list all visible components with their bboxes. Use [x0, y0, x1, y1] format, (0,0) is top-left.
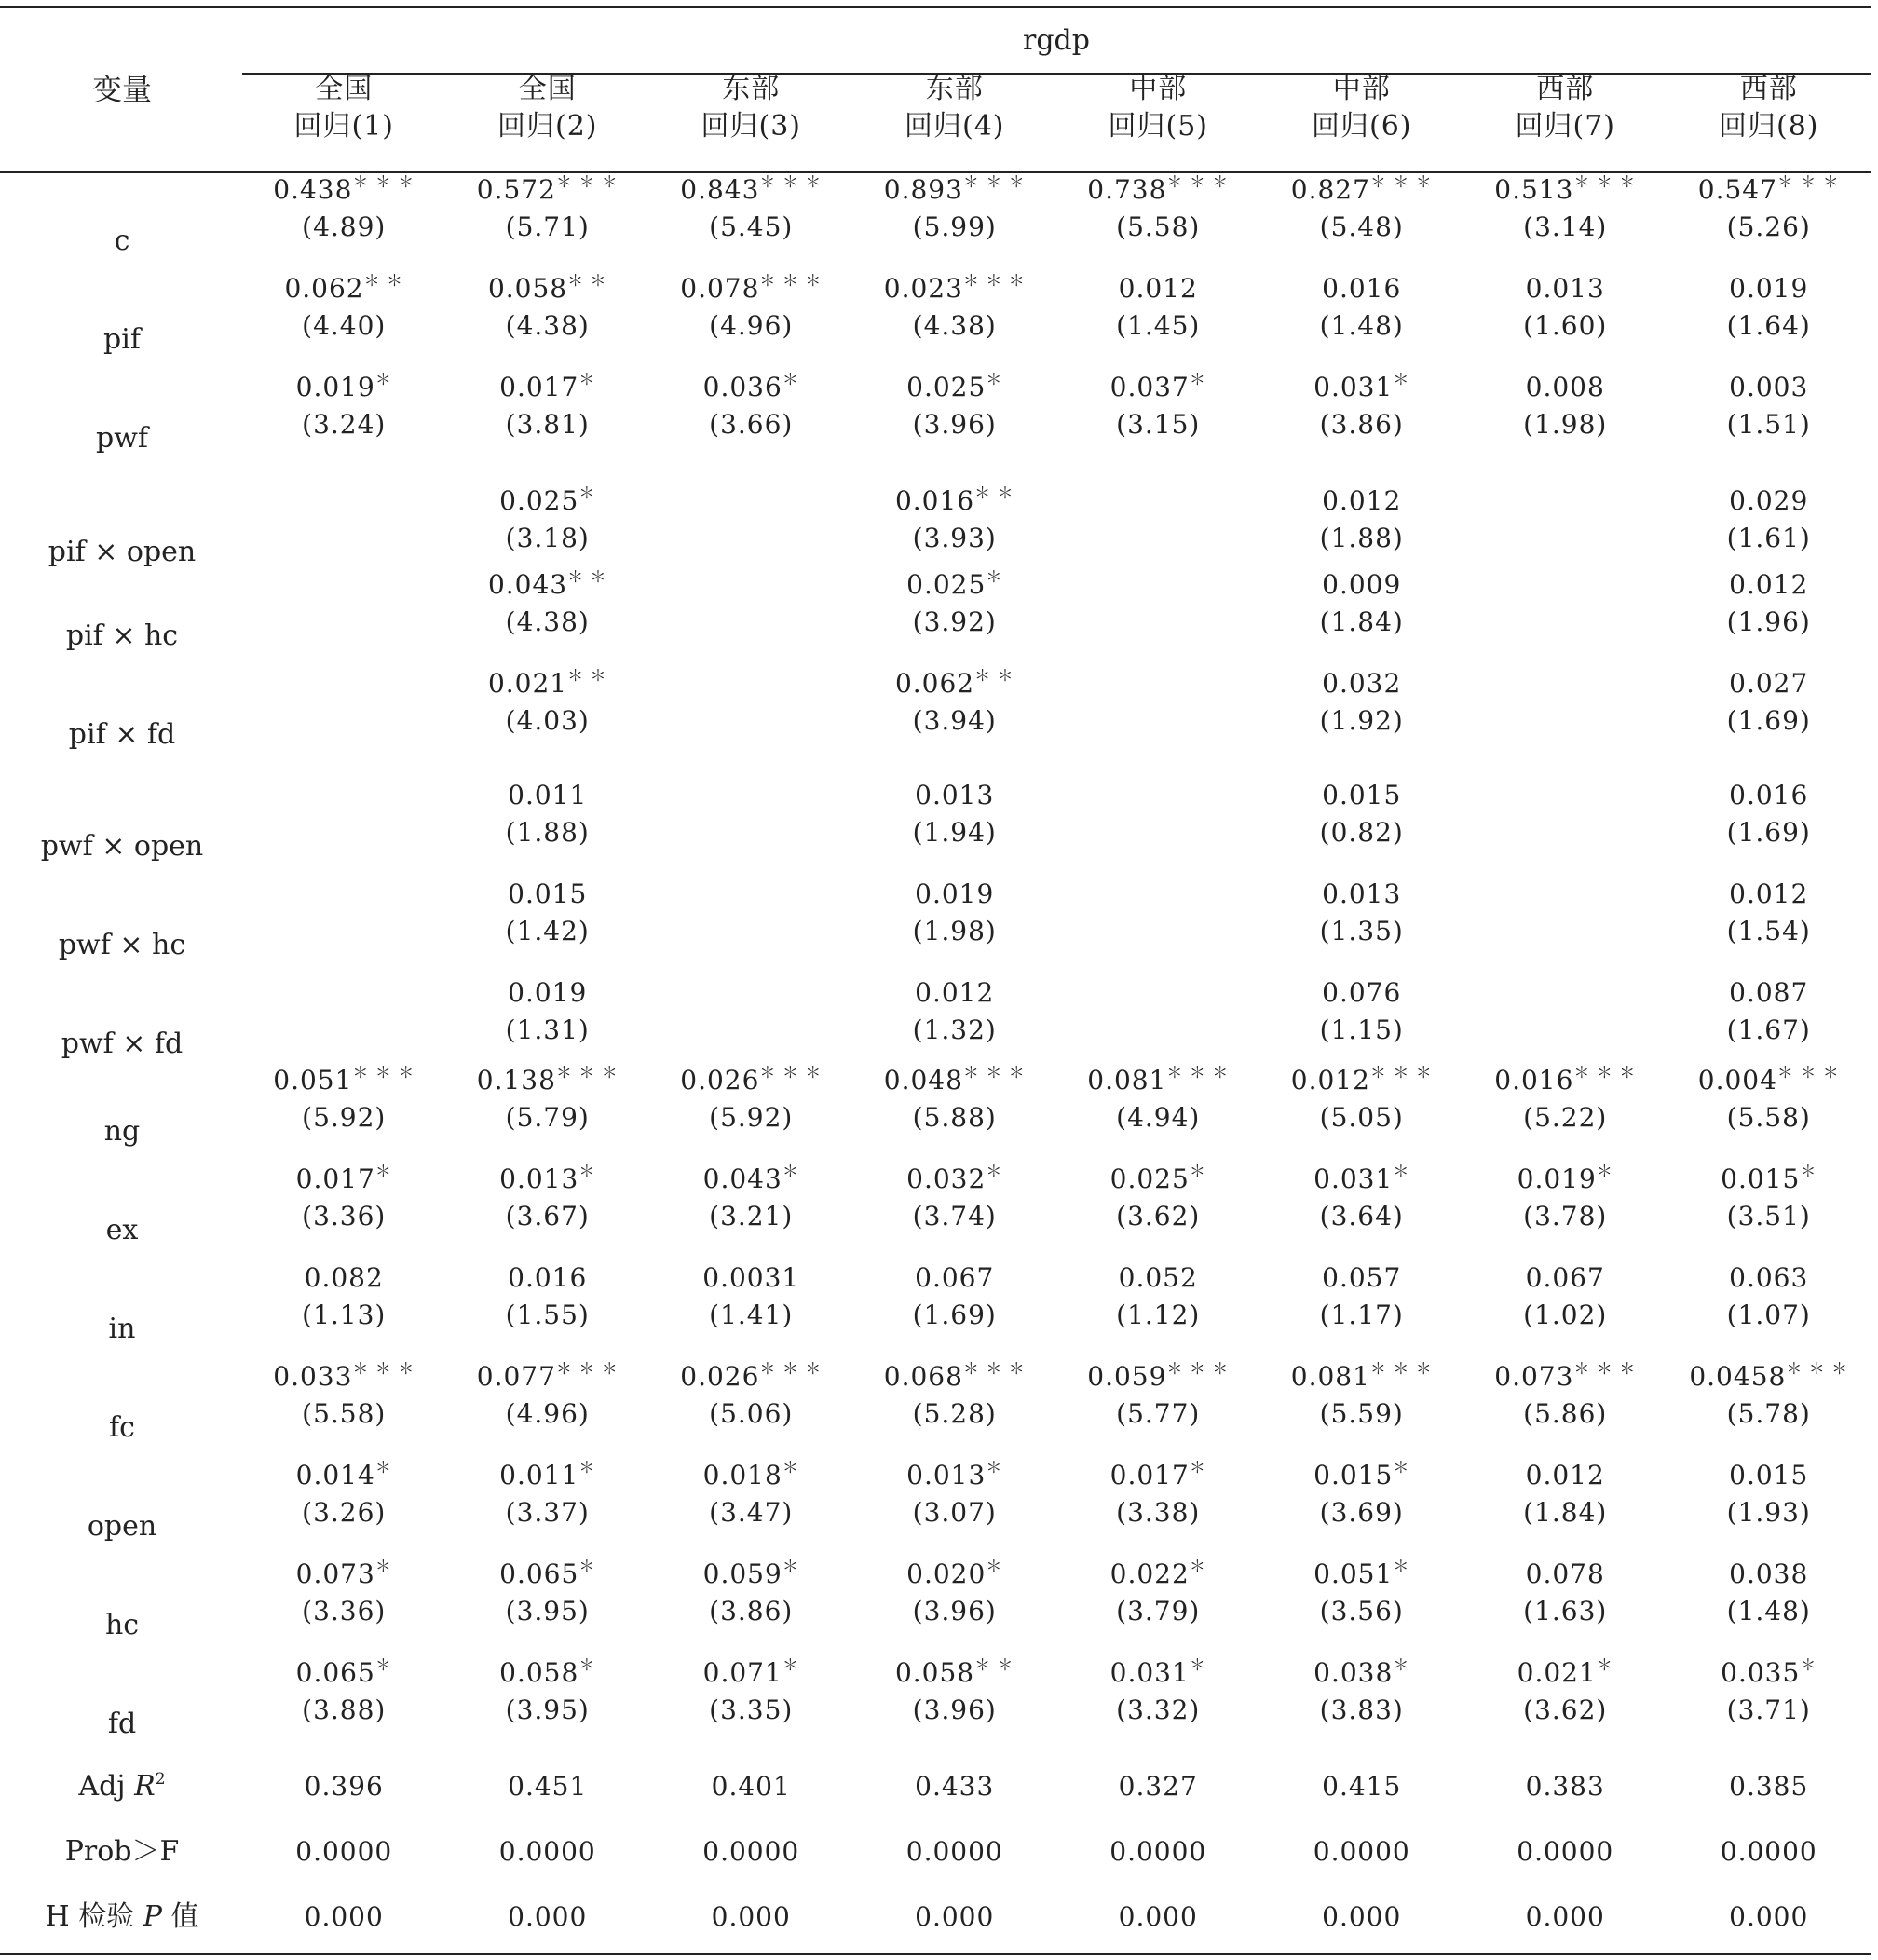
coefficient: 0.003: [1729, 372, 1809, 402]
t-statistic: (3.36): [302, 1596, 387, 1627]
coefficient: 0.025＊: [906, 371, 1003, 402]
stat-value: 0.000: [1322, 1901, 1402, 1932]
coefficient: 0.008: [1525, 372, 1605, 402]
t-statistic: (3.62): [1116, 1201, 1201, 1232]
stat-value: 0.0000: [1109, 1836, 1207, 1867]
coefficient: 0.027: [1729, 668, 1809, 699]
t-statistic: (1.41): [709, 1300, 794, 1330]
coefficient: 0.065＊: [499, 1558, 596, 1589]
column-model-label: 回归(2): [497, 110, 598, 143]
coefficient: 0.012: [1729, 878, 1809, 909]
dependent-variable-header: rgdp: [1023, 24, 1090, 57]
t-statistic: (1.93): [1726, 1497, 1811, 1528]
t-statistic: (5.48): [1319, 211, 1404, 242]
coefficient: 0.073＊ ＊ ＊: [1494, 1360, 1637, 1392]
coefficient: 0.032＊: [906, 1163, 1003, 1194]
coefficient: 0.011: [508, 780, 588, 810]
coefficient: 0.029: [1729, 485, 1809, 516]
coefficient: 0.015: [1729, 1460, 1809, 1490]
coefficient: 0.438＊ ＊ ＊: [273, 173, 415, 205]
t-statistic: (3.67): [505, 1201, 590, 1232]
coefficient: 0.019: [508, 977, 588, 1008]
stat-value: 0.327: [1118, 1771, 1198, 1802]
top-rule: [0, 6, 1871, 8]
coefficient: 0.009: [1322, 569, 1402, 600]
t-statistic: (1.35): [1319, 916, 1404, 946]
coefficient: 0.063: [1729, 1262, 1809, 1293]
variable-label: open: [87, 1510, 157, 1543]
coefficient: 0.017＊: [499, 371, 596, 402]
coefficient: 0.037＊: [1109, 371, 1206, 402]
coefficient: 0.019＊: [1517, 1163, 1613, 1194]
t-statistic: (1.61): [1726, 523, 1811, 553]
t-statistic: (3.79): [1116, 1596, 1201, 1627]
t-statistic: (5.77): [1116, 1398, 1201, 1429]
coefficient: 0.081＊ ＊ ＊: [1087, 1064, 1230, 1096]
stat-value: 0.451: [508, 1771, 588, 1802]
t-statistic: (5.86): [1523, 1398, 1608, 1429]
t-statistic: (1.84): [1319, 606, 1404, 637]
t-statistic: (4.38): [505, 310, 590, 341]
t-statistic: (3.26): [302, 1497, 387, 1528]
coefficient: 0.547＊ ＊ ＊: [1697, 173, 1840, 205]
stat-value: 0.385: [1729, 1771, 1809, 1802]
t-statistic: (3.66): [709, 409, 794, 440]
coefficient: 0.081＊ ＊ ＊: [1290, 1360, 1433, 1392]
coefficient: 0.031＊: [1313, 371, 1410, 402]
t-statistic: (1.64): [1726, 310, 1811, 341]
t-statistic: (5.58): [302, 1398, 387, 1429]
coefficient: 0.019＊: [295, 371, 392, 402]
coefficient: 0.062＊ ＊: [284, 272, 404, 304]
coefficient: 0.016＊ ＊: [894, 484, 1014, 516]
coefficient: 0.014＊: [295, 1459, 392, 1490]
coefficient: 0.067: [1525, 1262, 1605, 1293]
column-model-label: 回归(4): [905, 110, 1005, 143]
stat-value: 0.0000: [295, 1836, 393, 1867]
t-statistic: (3.95): [505, 1596, 590, 1627]
t-statistic: (3.14): [1523, 211, 1608, 242]
t-statistic: (5.78): [1726, 1398, 1811, 1429]
coefficient: 0.893＊ ＊ ＊: [883, 173, 1026, 205]
coefficient: 0.015: [1322, 780, 1402, 810]
stat-value: 0.000: [508, 1901, 588, 1932]
coefficient: 0.013: [1322, 878, 1402, 909]
coefficient: 0.021＊ ＊: [487, 667, 607, 699]
t-statistic: (1.88): [505, 817, 590, 848]
coefficient: 0.067: [915, 1262, 995, 1293]
t-statistic: (3.95): [505, 1695, 590, 1725]
t-statistic: (3.96): [912, 1695, 997, 1725]
coefficient: 0.020＊: [906, 1558, 1003, 1589]
t-statistic: (3.86): [1319, 409, 1404, 440]
t-statistic: (1.45): [1116, 310, 1201, 341]
coefficient: 0.827＊ ＊ ＊: [1290, 173, 1433, 205]
t-statistic: (1.54): [1726, 916, 1811, 946]
t-statistic: (5.28): [912, 1398, 997, 1429]
t-statistic: (3.83): [1319, 1695, 1404, 1725]
coefficient: 0.0031: [702, 1262, 800, 1293]
coefficient: 0.015: [508, 878, 588, 909]
coefficient: 0.043＊: [702, 1163, 799, 1194]
bottom-rule: [0, 1953, 1871, 1955]
t-statistic: (1.69): [912, 1300, 997, 1330]
coefficient: 0.017＊: [295, 1163, 392, 1194]
t-statistic: (3.93): [912, 523, 997, 553]
coefficient: 0.071＊: [702, 1656, 799, 1688]
stat-value: 0.0000: [1313, 1836, 1410, 1867]
coefficient: 0.023＊ ＊ ＊: [883, 272, 1026, 304]
coefficient: 0.035＊: [1721, 1656, 1817, 1688]
column-model-label: 回归(8): [1719, 110, 1819, 143]
coefficient: 0.078＊ ＊ ＊: [680, 272, 823, 304]
coefficient: 0.022＊: [1109, 1558, 1206, 1589]
column-model-label: 回归(3): [701, 110, 801, 143]
column-region-label: 全国: [315, 73, 374, 105]
coefficient: 0.012: [915, 977, 995, 1008]
variable-label: pif × hc: [65, 619, 179, 652]
coefficient: 0.013: [915, 780, 995, 810]
coefficient: 0.031＊: [1313, 1163, 1410, 1194]
t-statistic: (4.03): [505, 705, 590, 736]
t-statistic: (1.31): [505, 1014, 590, 1045]
t-statistic: (1.94): [912, 817, 997, 848]
t-statistic: (3.38): [1116, 1497, 1201, 1528]
t-statistic: (1.69): [1726, 817, 1811, 848]
stat-value: 0.0000: [702, 1836, 800, 1867]
t-statistic: (3.78): [1523, 1201, 1608, 1232]
coefficient: 0.012: [1729, 569, 1809, 600]
stat-label: H 检验 P 值: [45, 1900, 199, 1933]
t-statistic: (1.32): [912, 1014, 997, 1045]
variable-label: pif × fd: [68, 718, 176, 751]
t-statistic: (1.17): [1319, 1300, 1404, 1330]
t-statistic: (4.38): [505, 606, 590, 637]
coefficient: 0.036＊: [702, 371, 799, 402]
coefficient: 0.025＊: [906, 568, 1003, 600]
t-statistic: (1.48): [1319, 310, 1404, 341]
coefficient: 0.026＊ ＊ ＊: [680, 1360, 823, 1392]
coefficient: 0.572＊ ＊ ＊: [476, 173, 619, 205]
coefficient: 0.0458＊ ＊ ＊: [1689, 1360, 1849, 1392]
t-statistic: (3.74): [912, 1201, 997, 1232]
t-statistic: (3.18): [505, 523, 590, 553]
t-statistic: (1.98): [1523, 409, 1608, 440]
coefficient: 0.057: [1322, 1262, 1402, 1293]
t-statistic: (1.55): [505, 1300, 590, 1330]
variable-label: pwf: [96, 422, 148, 455]
column-region-label: 东部: [925, 73, 984, 105]
coefficient: 0.078: [1525, 1558, 1605, 1589]
coefficient: 0.012＊ ＊ ＊: [1290, 1064, 1433, 1096]
t-statistic: (1.02): [1523, 1300, 1608, 1330]
variable-label: pwf × hc: [58, 929, 186, 961]
t-statistic: (1.98): [912, 916, 997, 946]
t-statistic: (5.71): [505, 211, 590, 242]
t-statistic: (3.71): [1726, 1695, 1811, 1725]
coefficient: 0.004＊ ＊ ＊: [1697, 1064, 1840, 1096]
variable-label: hc: [104, 1609, 140, 1641]
stat-value: 0.000: [304, 1901, 384, 1932]
coefficient: 0.038: [1729, 1558, 1809, 1589]
coefficient: 0.062＊ ＊: [894, 667, 1014, 699]
variable-label: c: [114, 225, 130, 257]
t-statistic: (1.07): [1726, 1300, 1811, 1330]
coefficient: 0.843＊ ＊ ＊: [680, 173, 823, 205]
coefficient: 0.038＊: [1313, 1656, 1410, 1688]
coefficient: 0.017＊: [1109, 1459, 1206, 1490]
coefficient: 0.065＊: [295, 1656, 392, 1688]
t-statistic: (5.92): [709, 1102, 794, 1133]
coefficient: 0.051＊ ＊ ＊: [273, 1064, 415, 1096]
coefficient: 0.043＊ ＊: [487, 568, 607, 600]
t-statistic: (1.48): [1726, 1596, 1811, 1627]
t-statistic: (3.86): [709, 1596, 794, 1627]
coefficient: 0.012: [1118, 273, 1198, 304]
variable-label: pwf × open: [40, 830, 204, 863]
coefficient: 0.058＊ ＊: [487, 272, 607, 304]
coefficient: 0.052: [1118, 1262, 1198, 1293]
coefficient: 0.087: [1729, 977, 1809, 1008]
coefficient: 0.015＊: [1721, 1163, 1817, 1194]
coefficient: 0.077＊ ＊ ＊: [476, 1360, 619, 1392]
stat-value: 0.000: [915, 1901, 995, 1932]
t-statistic: (4.40): [302, 310, 387, 341]
t-statistic: (5.05): [1319, 1102, 1404, 1133]
t-statistic: (3.07): [912, 1497, 997, 1528]
t-statistic: (1.92): [1319, 705, 1404, 736]
column-region-label: 中部: [1129, 73, 1188, 105]
t-statistic: (1.96): [1726, 606, 1811, 637]
t-statistic: (3.32): [1116, 1695, 1201, 1725]
variable-label: fd: [107, 1708, 137, 1740]
coefficient: 0.032: [1322, 668, 1402, 699]
stat-label: Adj $R^2$: [78, 1770, 166, 1803]
t-statistic: (4.38): [912, 310, 997, 341]
t-statistic: (3.24): [302, 409, 387, 440]
t-statistic: (3.37): [505, 1497, 590, 1528]
variable-label: fc: [109, 1411, 135, 1444]
variable-label: pif: [103, 323, 141, 356]
coefficient: 0.025＊: [1109, 1163, 1206, 1194]
t-statistic: (5.99): [912, 211, 997, 242]
t-statistic: (0.82): [1319, 817, 1404, 848]
t-statistic: (3.15): [1116, 409, 1201, 440]
coefficient: 0.013＊: [499, 1163, 596, 1194]
variable-label: ng: [103, 1115, 141, 1148]
coefficient: 0.031＊: [1109, 1656, 1206, 1688]
t-statistic: (3.81): [505, 409, 590, 440]
t-statistic: (1.51): [1726, 409, 1811, 440]
column-model-label: 回归(5): [1108, 110, 1208, 143]
t-statistic: (1.42): [505, 916, 590, 946]
coefficient: 0.011＊: [499, 1459, 596, 1490]
t-statistic: (5.26): [1726, 211, 1811, 242]
coefficient: 0.513＊ ＊ ＊: [1494, 173, 1637, 205]
t-statistic: (1.15): [1319, 1014, 1404, 1045]
coefficient: 0.019: [1729, 273, 1809, 304]
variable-label: in: [108, 1313, 136, 1345]
t-statistic: (3.35): [709, 1695, 794, 1725]
coefficient: 0.058＊ ＊: [894, 1656, 1014, 1688]
coefficient: 0.026＊ ＊ ＊: [680, 1064, 823, 1096]
t-statistic: (3.56): [1319, 1596, 1404, 1627]
coefficient: 0.016: [1729, 780, 1809, 810]
t-statistic: (3.62): [1523, 1695, 1608, 1725]
stat-value: 0.000: [1729, 1901, 1809, 1932]
t-statistic: (3.96): [912, 1596, 997, 1627]
coefficient: 0.016＊ ＊ ＊: [1494, 1064, 1637, 1096]
stat-value: 0.396: [304, 1771, 384, 1802]
stat-value: 0.000: [711, 1901, 791, 1932]
t-statistic: (3.88): [302, 1695, 387, 1725]
coefficient: 0.012: [1525, 1460, 1605, 1490]
variable-label: ex: [105, 1214, 139, 1246]
stat-value: 0.401: [711, 1771, 791, 1802]
coefficient: 0.019: [915, 878, 995, 909]
column-region-label: 西部: [1739, 73, 1798, 105]
stat-value: 0.415: [1322, 1771, 1402, 1802]
t-statistic: (1.69): [1726, 705, 1811, 736]
t-statistic: (1.84): [1523, 1497, 1608, 1528]
t-statistic: (5.58): [1726, 1102, 1811, 1133]
coefficient: 0.738＊ ＊ ＊: [1087, 173, 1230, 205]
coefficient: 0.059＊ ＊ ＊: [1087, 1360, 1230, 1392]
coefficient: 0.021＊: [1517, 1656, 1613, 1688]
coefficient: 0.013＊: [906, 1459, 1003, 1490]
t-statistic: (1.60): [1523, 310, 1608, 341]
coefficient: 0.059＊: [702, 1558, 799, 1589]
stat-value: 0.000: [1118, 1901, 1198, 1932]
t-statistic: (5.92): [302, 1102, 387, 1133]
stat-value: 0.000: [1525, 1901, 1605, 1932]
coefficient: 0.073＊: [295, 1558, 392, 1589]
t-statistic: (5.88): [912, 1102, 997, 1133]
t-statistic: (5.45): [709, 211, 794, 242]
stat-label: Prob＞F: [64, 1835, 180, 1868]
coefficient: 0.012: [1322, 485, 1402, 516]
variable-label: pwf × fd: [61, 1028, 184, 1060]
stat-value: 0.0000: [1720, 1836, 1817, 1867]
t-statistic: (4.94): [1116, 1102, 1201, 1133]
coefficient: 0.048＊ ＊ ＊: [883, 1064, 1026, 1096]
t-statistic: (5.58): [1116, 211, 1201, 242]
column-region-label: 西部: [1536, 73, 1595, 105]
coefficient: 0.016: [1322, 273, 1402, 304]
t-statistic: (3.64): [1319, 1201, 1404, 1232]
t-statistic: (5.59): [1319, 1398, 1404, 1429]
t-statistic: (5.79): [505, 1102, 590, 1133]
stat-value: 0.0000: [905, 1836, 1003, 1867]
coefficient: 0.013: [1525, 273, 1605, 304]
t-statistic: (1.67): [1726, 1014, 1811, 1045]
column-region-label: 中部: [1332, 73, 1391, 105]
stat-value: 0.383: [1525, 1771, 1605, 1802]
t-statistic: (4.89): [302, 211, 387, 242]
coefficient: 0.051＊: [1313, 1558, 1410, 1589]
variable-header: 变量: [91, 72, 152, 107]
t-statistic: (3.36): [302, 1201, 387, 1232]
coefficient: 0.082: [304, 1262, 384, 1293]
coefficient: 0.018＊: [702, 1459, 799, 1490]
stat-value: 0.0000: [498, 1836, 596, 1867]
coefficient: 0.058＊: [499, 1656, 596, 1688]
t-statistic: (3.51): [1726, 1201, 1811, 1232]
variable-label: pif × open: [48, 536, 197, 568]
coefficient: 0.138＊ ＊ ＊: [476, 1064, 619, 1096]
t-statistic: (4.96): [505, 1398, 590, 1429]
t-statistic: (5.22): [1523, 1102, 1608, 1133]
column-region-label: 东部: [722, 73, 781, 105]
stat-value: 0.433: [915, 1771, 995, 1802]
t-statistic: (5.06): [709, 1398, 794, 1429]
t-statistic: (3.96): [912, 409, 997, 440]
t-statistic: (3.47): [709, 1497, 794, 1528]
coefficient: 0.025＊: [499, 484, 596, 516]
t-statistic: (3.92): [912, 606, 997, 637]
t-statistic: (1.88): [1319, 523, 1404, 553]
t-statistic: (4.96): [709, 310, 794, 341]
column-model-label: 回归(7): [1515, 110, 1615, 143]
t-statistic: (1.63): [1523, 1596, 1608, 1627]
t-statistic: (3.69): [1319, 1497, 1404, 1528]
coefficient: 0.015＊: [1313, 1459, 1410, 1490]
coefficient: 0.076: [1322, 977, 1402, 1008]
coefficient: 0.016: [508, 1262, 588, 1293]
stat-value: 0.0000: [1517, 1836, 1614, 1867]
coefficient: 0.068＊ ＊ ＊: [883, 1360, 1026, 1392]
t-statistic: (1.12): [1116, 1300, 1201, 1330]
column-model-label: 回归(1): [293, 110, 394, 143]
t-statistic: (3.21): [709, 1201, 794, 1232]
column-region-label: 全国: [518, 73, 577, 105]
t-statistic: (1.13): [302, 1300, 387, 1330]
coefficient: 0.033＊ ＊ ＊: [273, 1360, 415, 1392]
t-statistic: (3.94): [912, 705, 997, 736]
column-model-label: 回归(6): [1312, 110, 1412, 143]
